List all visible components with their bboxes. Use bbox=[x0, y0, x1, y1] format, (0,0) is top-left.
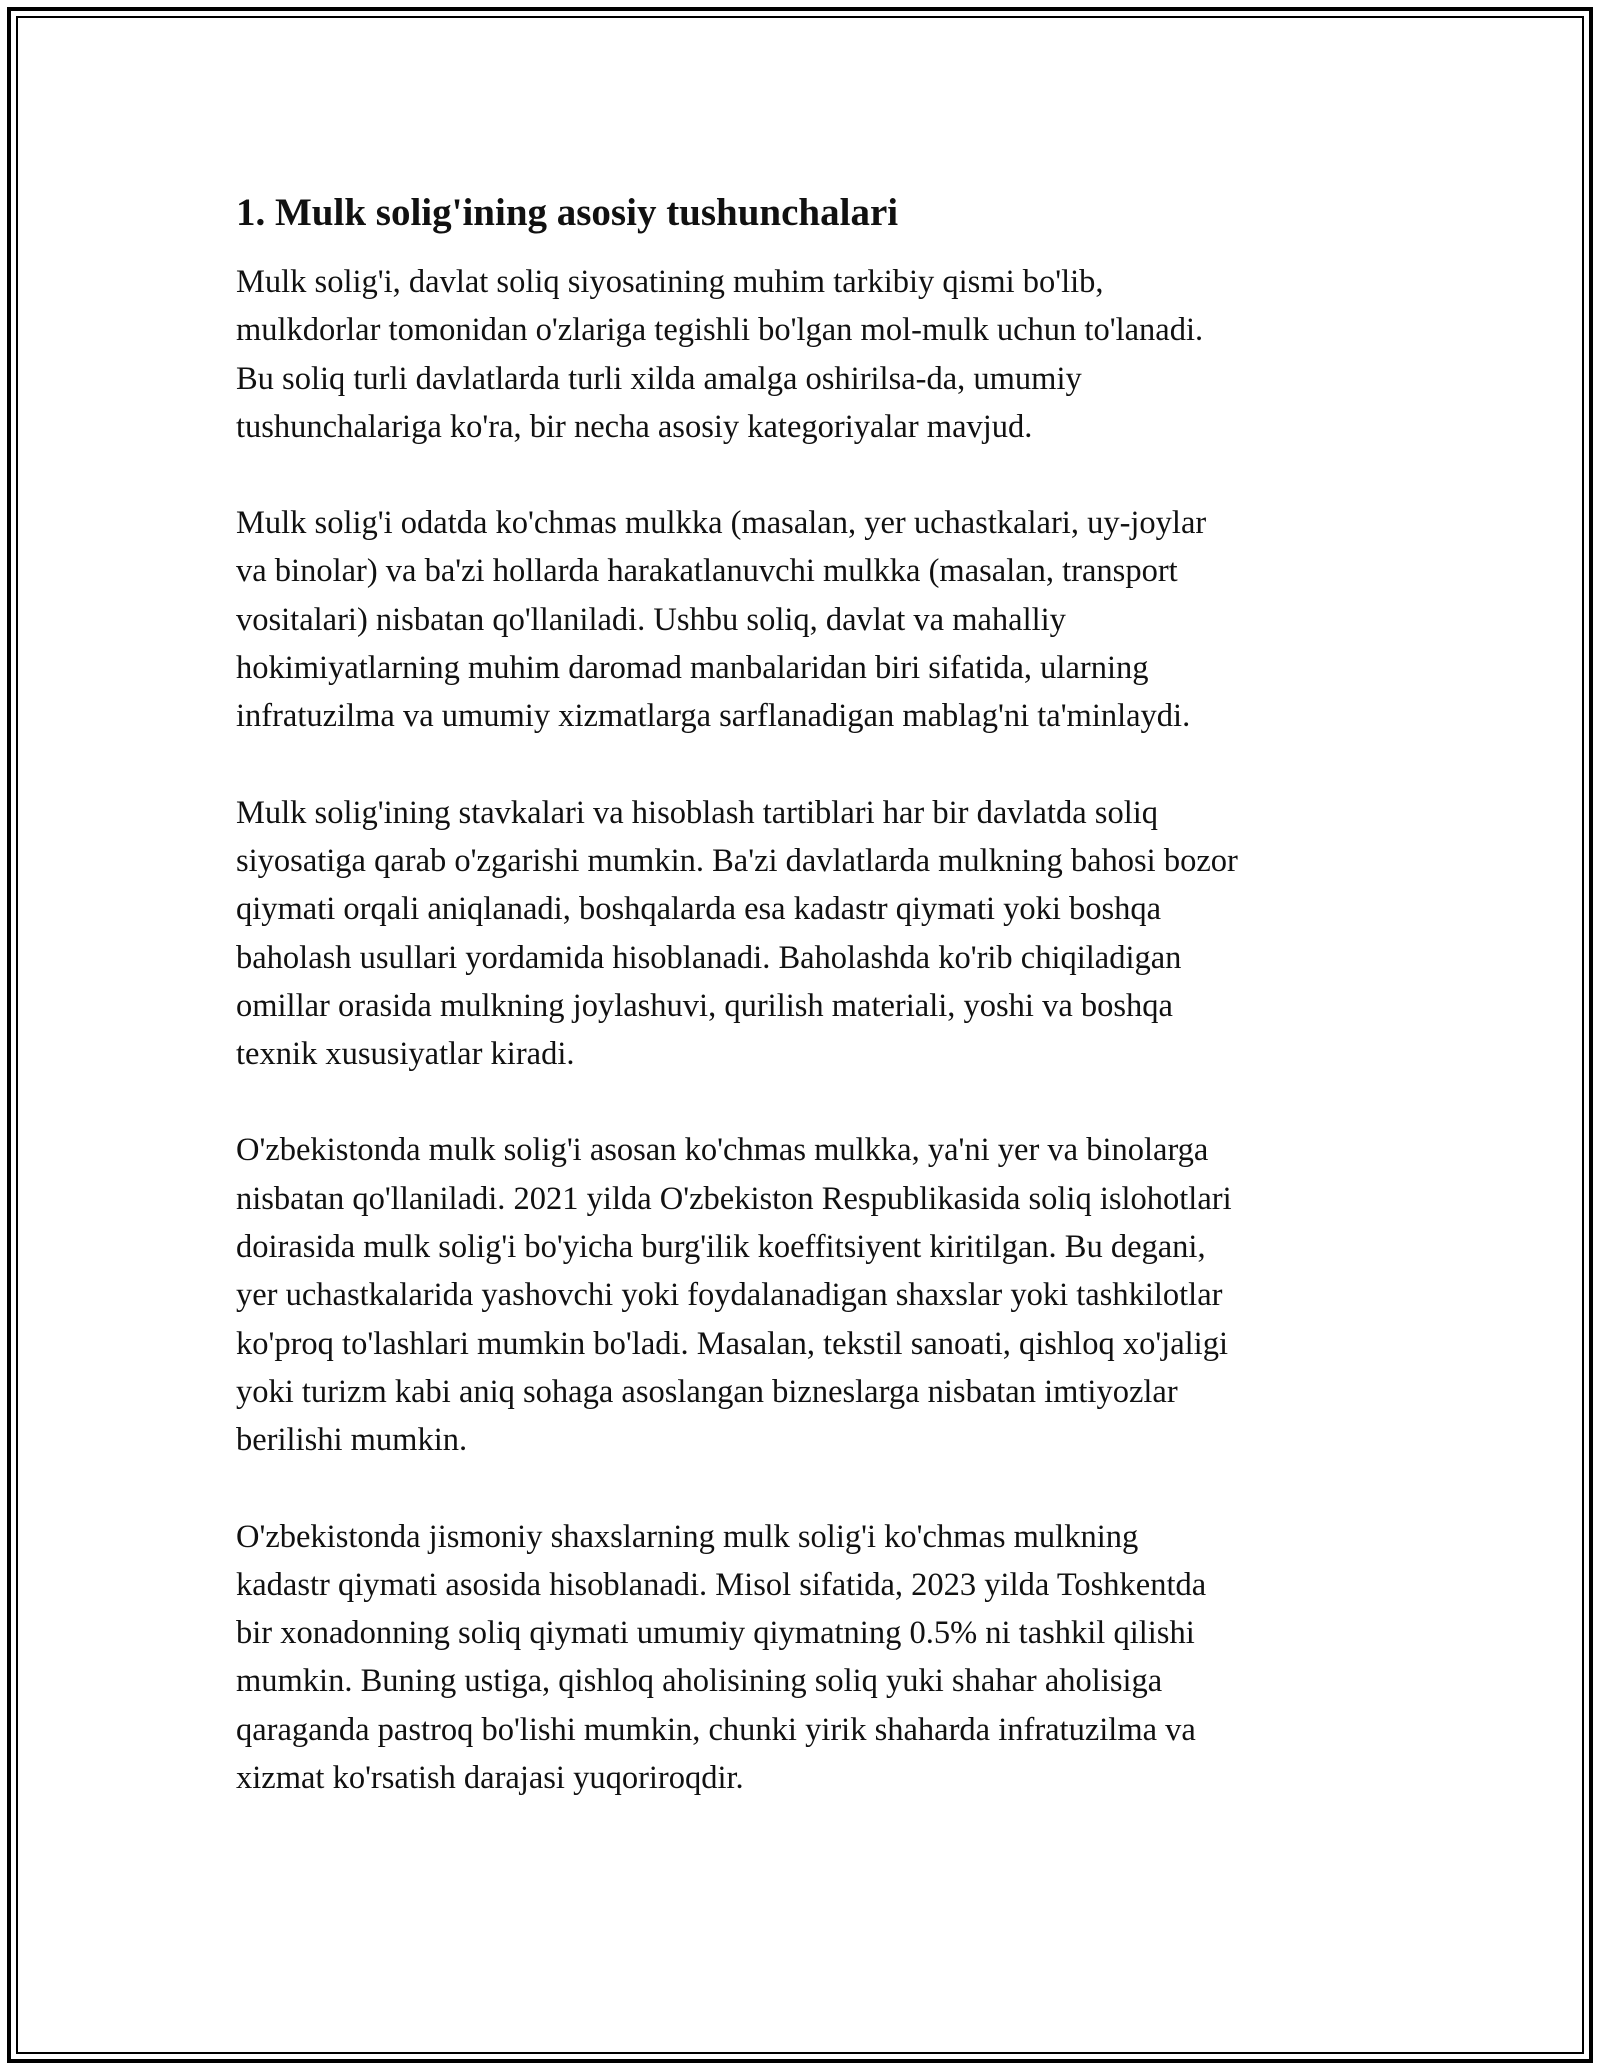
text-line: nisbatan qo'llaniladi. 2021 yilda O'zbekiston Respublikasida soliq islohotlari bbox=[236, 1180, 1232, 1217]
text-line: bir xonadonning soliq qiymati umumiy qiymatning 0.5% ni tashkil qilishi bbox=[236, 1615, 1195, 1652]
paragraph-5 bbox=[236, 1513, 1416, 1803]
text-line: qaraganda pastroq bo'lishi mumkin, chunki yirik shaharda infratuzilma va bbox=[236, 1711, 1196, 1748]
paragraph-3 bbox=[236, 789, 1416, 1079]
document-body bbox=[236, 186, 1416, 1850]
paragraph-2 bbox=[236, 499, 1416, 740]
paragraph-1 bbox=[236, 258, 1416, 451]
text-line: O'zbekistonda mulk solig'i asosan ko'chmas mulkka, ya'ni yer va binolarga bbox=[236, 1132, 1209, 1169]
text-line: omillar orasida mulkning joylashuvi, qurilish materiali, yoshi va boshqa bbox=[236, 987, 1173, 1024]
text-line: Mulk solig'ining stavkalari va hisoblash tartiblari har bir davlatda soliq bbox=[236, 794, 1158, 831]
text-line: siyosatiga qarab o'zgarishi mumkin. Ba'zi davlatlarda mulkning bahosi bozor bbox=[236, 842, 1238, 879]
text-line: yoki turizm kabi aniq sohaga asoslangan bizneslarga nisbatan imtiyozlar bbox=[236, 1373, 1178, 1410]
text-line: tushunchalariga ko'ra, bir necha asosiy kategoriyalar mavjud. bbox=[236, 408, 1033, 445]
text-line: qiymati orqali aniqlanadi, boshqalarda esa kadastr qiymati yoki boshqa bbox=[236, 891, 1162, 928]
text-line: vositalari) nisbatan qo'llaniladi. Ushbu soliq, davlat va mahalliy bbox=[236, 601, 1066, 638]
text-line: Mulk solig'i, davlat soliq siyosatining muhim tarkibiy qismi bo'lib, bbox=[236, 264, 1104, 300]
paragraph-4 bbox=[236, 1126, 1416, 1464]
text-line: va binolar) va ba'zi hollarda harakatlanuvchi mulkka (masalan, transport bbox=[236, 553, 1178, 590]
text-line: kadastr qiymati asosida hisoblanadi. Misol sifatida, 2023 yilda Toshkentda bbox=[236, 1566, 1207, 1603]
text-line: xizmat ko'rsatish darajasi yuqoriroqdir. bbox=[236, 1760, 744, 1797]
text-line: hokimiyatlarning muhim daromad manbalaridan biri sifatida, ularning bbox=[236, 650, 1149, 687]
text-line: Mulk solig'i odatda ko'chmas mulkka (masalan, yer uchastkalari, uy-joylar bbox=[236, 505, 1207, 542]
text-line: mulkdorlar tomonidan o'zlariga tegishli bo'lgan mol-mulk uchun to'lanadi. bbox=[236, 312, 1204, 349]
text-line: Bu soliq turli davlatlarda turli xilda amalga oshirilsa-da, umumiy bbox=[236, 360, 1082, 397]
text-line: baholash usullari yordamida hisoblanadi. Baholashda ko'rib chiqiladigan bbox=[236, 939, 1182, 976]
text-line: yer uchastkalarida yashovchi yoki foydalanadigan shaxslar yoki tashkilotlar bbox=[236, 1277, 1223, 1314]
text-line: texnik xususiyatlar kiradi. bbox=[236, 1036, 575, 1073]
text-line: ko'proq to'lashlari mumkin bo'ladi. Masalan, tekstil sanoati, qishloq xo'jaligi bbox=[236, 1325, 1228, 1362]
text-line: O'zbekistonda jismoniy shaxslarning mulk solig'i ko'chmas mulkning bbox=[236, 1518, 1139, 1555]
text-line: mumkin. Buning ustiga, qishloq aholisining soliq yuki shahar aholisiga bbox=[236, 1663, 1163, 1700]
text-line: berilishi mumkin. bbox=[236, 1422, 468, 1459]
section-title: 1. Mulk solig'ining asosiy tushunchalari bbox=[236, 191, 899, 234]
text-line: infratuzilma va umumiy xizmatlarga sarflanadigan mablag'ni ta'minlaydi. bbox=[236, 698, 1191, 735]
text-line: doirasida mulk solig'i bo'yicha burg'ilik koeffitsiyent kiritilgan. Bu degani, bbox=[236, 1229, 1206, 1266]
